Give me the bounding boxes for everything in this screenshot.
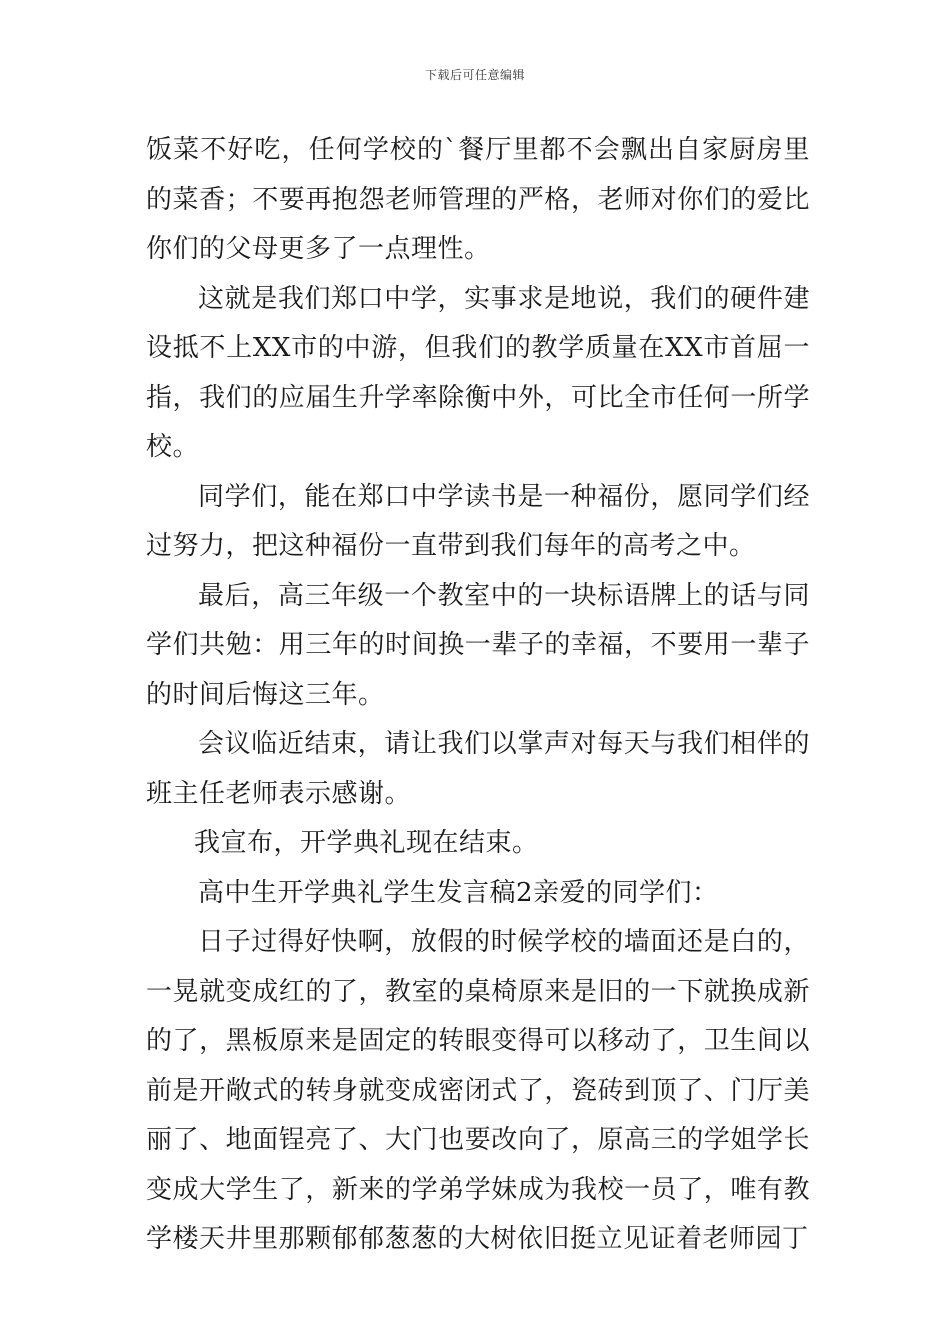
paragraph: 会议临近结束，请让我们以掌声对每天与我们相伴的班主任老师表示感谢。	[146, 729, 810, 809]
paragraph: 这就是我们郑口中学，实事求是地说，我们的硬件建设抵不上XX市的中游，但我们的教学质量在XX市首屈一指，我们的应届生升学率除衡中外，可比全市任何一所学校。	[146, 283, 810, 462]
paragraph: 日子过得好快啊，放假的时候学校的墙面还是白的，一晃就变成红的了，教室的桌椅原来是旧的一下就换成新的了，黑板原来是固定的转眼变得可以移动了，卫生间以前是开敞式的转身就变成密闭式了，瓷砖到顶了、门厅美丽了、地面锃亮了、大门也要改向了，原高三的学姐学长变成大学生了，新来的学弟学妹成为我校一员了，唯有教学楼天井里那颗郁郁葱葱的大树依旧挺立见证着老师园丁	[146, 927, 810, 1254]
page-header: 下载后可任意编辑	[424, 68, 525, 82]
paragraph: 高中生开学典礼学生发言稿2亲爱的同学们：	[198, 877, 719, 908]
paragraph: 最后，高三年级一个教室中的一块标语牌上的话与同学们共勉：用三年的时间换一辈子的幸福，不要用一辈子的时间后悔这三年。	[146, 580, 810, 710]
paragraph: 同学们，能在郑口中学读书是一种福份，愿同学们经过努力，把这种福份一直带到我们每年的高考之中。	[146, 481, 810, 561]
paragraph: 我宣布，开学典礼现在结束。	[194, 828, 539, 858]
document-body	[146, 126, 810, 1265]
paragraph: 饭菜不好吃，任何学校的`餐厅里都不会飘出自家厨房里的菜香；不要再抱怨老师管理的严格，老师对你们的爱比你们的父母更多了一点理性。	[146, 135, 810, 264]
